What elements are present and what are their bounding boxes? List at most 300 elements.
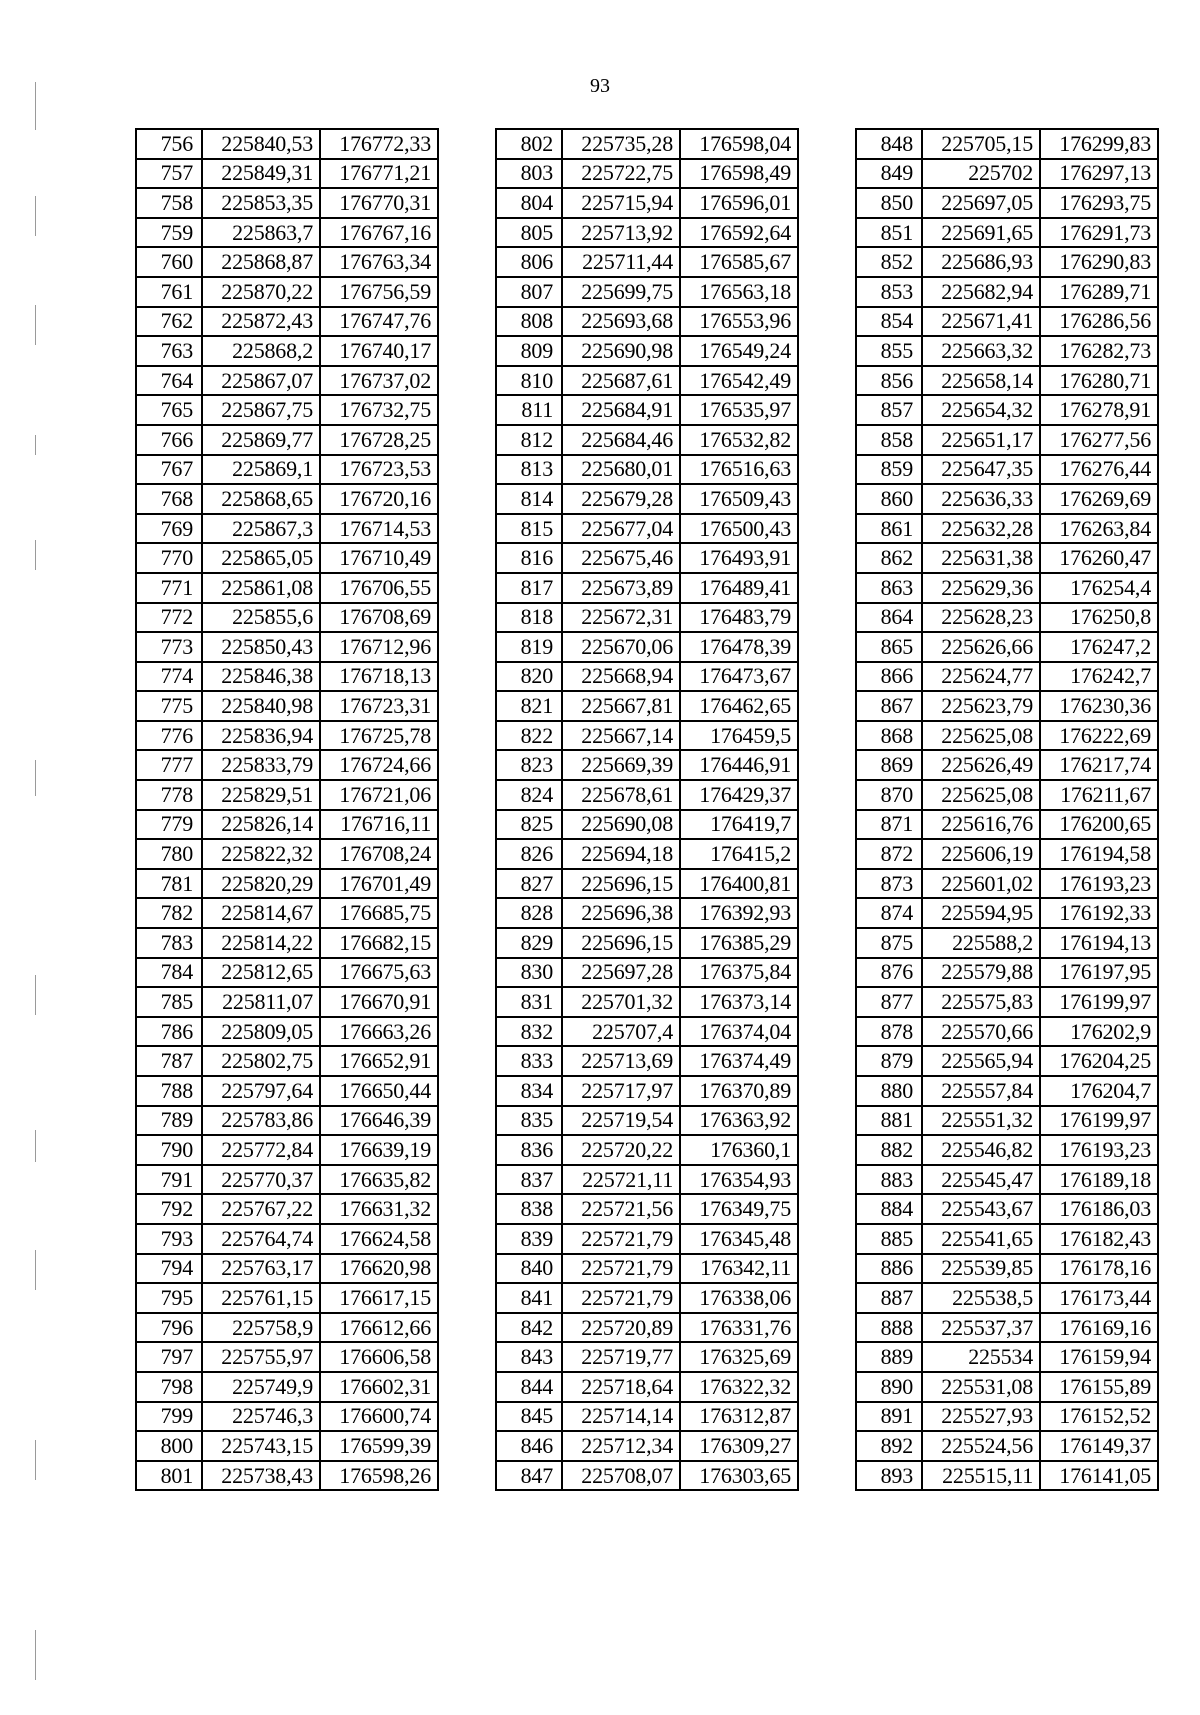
point-number-cell: 760 bbox=[136, 247, 202, 277]
point-number-cell: 821 bbox=[496, 691, 562, 721]
y-coordinate-cell: 176345,48 bbox=[680, 1224, 798, 1254]
x-coordinate-cell: 225696,38 bbox=[562, 898, 680, 928]
y-coordinate-cell: 176254,4 bbox=[1040, 573, 1158, 603]
point-number-cell: 819 bbox=[496, 632, 562, 662]
x-coordinate-cell: 225594,95 bbox=[922, 898, 1040, 928]
table-row bbox=[136, 839, 438, 869]
point-number-cell: 817 bbox=[496, 573, 562, 603]
y-coordinate-cell: 176247,2 bbox=[1040, 632, 1158, 662]
y-coordinate-cell: 176322,32 bbox=[680, 1372, 798, 1402]
y-coordinate-cell: 176585,67 bbox=[680, 247, 798, 277]
table-row bbox=[136, 1135, 438, 1165]
table-row bbox=[496, 1224, 798, 1254]
point-number-cell: 861 bbox=[856, 514, 922, 544]
x-coordinate-cell: 225697,05 bbox=[922, 188, 1040, 218]
x-coordinate-cell: 225720,22 bbox=[562, 1135, 680, 1165]
point-number-cell: 878 bbox=[856, 1017, 922, 1047]
x-coordinate-cell: 225624,77 bbox=[922, 662, 1040, 692]
table-row bbox=[496, 1165, 798, 1195]
y-coordinate-cell: 176338,06 bbox=[680, 1283, 798, 1313]
y-coordinate-cell: 176230,36 bbox=[1040, 691, 1158, 721]
x-coordinate-cell: 225626,49 bbox=[922, 750, 1040, 780]
x-coordinate-cell: 225541,65 bbox=[922, 1224, 1040, 1254]
table-row bbox=[496, 750, 798, 780]
x-coordinate-cell: 225629,36 bbox=[922, 573, 1040, 603]
y-coordinate-cell: 176200,65 bbox=[1040, 810, 1158, 840]
x-coordinate-cell: 225686,93 bbox=[922, 247, 1040, 277]
x-coordinate-cell: 225690,98 bbox=[562, 336, 680, 366]
scan-mark bbox=[35, 975, 36, 1015]
point-number-cell: 850 bbox=[856, 188, 922, 218]
table-row bbox=[856, 188, 1158, 218]
table-row bbox=[856, 1283, 1158, 1313]
y-coordinate-cell: 176342,11 bbox=[680, 1254, 798, 1284]
y-coordinate-cell: 176149,37 bbox=[1040, 1431, 1158, 1461]
x-coordinate-cell: 225631,38 bbox=[922, 543, 1040, 573]
table-row bbox=[136, 1106, 438, 1136]
y-coordinate-cell: 176756,59 bbox=[320, 277, 438, 307]
table-row bbox=[136, 1224, 438, 1254]
point-number-cell: 767 bbox=[136, 455, 202, 485]
table-row bbox=[136, 1194, 438, 1224]
y-coordinate-cell: 176385,29 bbox=[680, 928, 798, 958]
table-row bbox=[856, 336, 1158, 366]
point-number-cell: 804 bbox=[496, 188, 562, 218]
y-coordinate-cell: 176197,95 bbox=[1040, 958, 1158, 988]
table-row bbox=[496, 810, 798, 840]
point-number-cell: 844 bbox=[496, 1372, 562, 1402]
x-coordinate-cell: 225557,84 bbox=[922, 1076, 1040, 1106]
table-row bbox=[496, 958, 798, 988]
x-coordinate-cell: 225767,22 bbox=[202, 1194, 320, 1224]
point-number-cell: 810 bbox=[496, 366, 562, 396]
point-number-cell: 831 bbox=[496, 987, 562, 1017]
table-row bbox=[856, 277, 1158, 307]
x-coordinate-cell: 225687,61 bbox=[562, 366, 680, 396]
y-coordinate-cell: 176663,26 bbox=[320, 1017, 438, 1047]
y-coordinate-cell: 176682,15 bbox=[320, 928, 438, 958]
point-number-cell: 892 bbox=[856, 1431, 922, 1461]
table-row bbox=[136, 810, 438, 840]
y-coordinate-cell: 176202,9 bbox=[1040, 1017, 1158, 1047]
x-coordinate-cell: 225713,92 bbox=[562, 218, 680, 248]
x-coordinate-cell: 225712,34 bbox=[562, 1431, 680, 1461]
y-coordinate-cell: 176767,16 bbox=[320, 218, 438, 248]
point-number-cell: 783 bbox=[136, 928, 202, 958]
point-number-cell: 858 bbox=[856, 425, 922, 455]
x-coordinate-cell: 225719,54 bbox=[562, 1106, 680, 1136]
x-coordinate-cell: 225743,15 bbox=[202, 1431, 320, 1461]
point-number-cell: 885 bbox=[856, 1224, 922, 1254]
x-coordinate-cell: 225565,94 bbox=[922, 1046, 1040, 1076]
y-coordinate-cell: 176222,69 bbox=[1040, 721, 1158, 751]
point-number-cell: 774 bbox=[136, 662, 202, 692]
point-number-cell: 758 bbox=[136, 188, 202, 218]
y-coordinate-cell: 176278,91 bbox=[1040, 395, 1158, 425]
point-number-cell: 759 bbox=[136, 218, 202, 248]
point-number-cell: 802 bbox=[496, 129, 562, 159]
y-coordinate-cell: 176532,82 bbox=[680, 425, 798, 455]
point-number-cell: 834 bbox=[496, 1076, 562, 1106]
x-coordinate-cell: 225696,15 bbox=[562, 928, 680, 958]
y-coordinate-cell: 176516,63 bbox=[680, 455, 798, 485]
y-coordinate-cell: 176312,87 bbox=[680, 1402, 798, 1432]
point-number-cell: 816 bbox=[496, 543, 562, 573]
point-number-cell: 848 bbox=[856, 129, 922, 159]
x-coordinate-cell: 225667,14 bbox=[562, 721, 680, 751]
y-coordinate-cell: 176363,92 bbox=[680, 1106, 798, 1136]
y-coordinate-cell: 176763,34 bbox=[320, 247, 438, 277]
y-coordinate-cell: 176189,18 bbox=[1040, 1165, 1158, 1195]
table-row bbox=[136, 543, 438, 573]
table-row bbox=[856, 1194, 1158, 1224]
table-row bbox=[136, 1313, 438, 1343]
point-number-cell: 763 bbox=[136, 336, 202, 366]
x-coordinate-cell: 225738,43 bbox=[202, 1461, 320, 1491]
y-coordinate-cell: 176193,23 bbox=[1040, 869, 1158, 899]
table-row bbox=[136, 928, 438, 958]
point-number-cell: 764 bbox=[136, 366, 202, 396]
x-coordinate-cell: 225802,75 bbox=[202, 1046, 320, 1076]
x-coordinate-cell: 225721,79 bbox=[562, 1283, 680, 1313]
x-coordinate-cell: 225809,05 bbox=[202, 1017, 320, 1047]
table-row bbox=[136, 336, 438, 366]
y-coordinate-cell: 176592,64 bbox=[680, 218, 798, 248]
y-coordinate-cell: 176459,5 bbox=[680, 721, 798, 751]
table-row bbox=[496, 987, 798, 1017]
y-coordinate-cell: 176250,8 bbox=[1040, 603, 1158, 633]
x-coordinate-cell: 225654,32 bbox=[922, 395, 1040, 425]
y-coordinate-cell: 176650,44 bbox=[320, 1076, 438, 1106]
y-coordinate-cell: 176360,1 bbox=[680, 1135, 798, 1165]
point-number-cell: 806 bbox=[496, 247, 562, 277]
point-number-cell: 777 bbox=[136, 750, 202, 780]
y-coordinate-cell: 176685,75 bbox=[320, 898, 438, 928]
table-row bbox=[856, 129, 1158, 159]
table-row bbox=[496, 218, 798, 248]
x-coordinate-cell: 225746,3 bbox=[202, 1402, 320, 1432]
x-coordinate-cell: 225870,22 bbox=[202, 277, 320, 307]
y-coordinate-cell: 176373,14 bbox=[680, 987, 798, 1017]
table-row bbox=[496, 573, 798, 603]
point-number-cell: 872 bbox=[856, 839, 922, 869]
x-coordinate-cell: 225872,43 bbox=[202, 307, 320, 337]
x-coordinate-cell: 225606,19 bbox=[922, 839, 1040, 869]
table-row bbox=[136, 632, 438, 662]
table-row bbox=[856, 1372, 1158, 1402]
y-coordinate-cell: 176493,91 bbox=[680, 543, 798, 573]
x-coordinate-cell: 225814,67 bbox=[202, 898, 320, 928]
y-coordinate-cell: 176535,97 bbox=[680, 395, 798, 425]
x-coordinate-cell: 225694,18 bbox=[562, 839, 680, 869]
table-row bbox=[496, 247, 798, 277]
table-row bbox=[856, 1017, 1158, 1047]
x-coordinate-cell: 225539,85 bbox=[922, 1254, 1040, 1284]
table-row bbox=[136, 129, 438, 159]
table-row bbox=[496, 484, 798, 514]
table-row bbox=[856, 603, 1158, 633]
y-coordinate-cell: 176712,96 bbox=[320, 632, 438, 662]
point-number-cell: 827 bbox=[496, 869, 562, 899]
x-coordinate-cell: 225826,14 bbox=[202, 810, 320, 840]
point-number-cell: 809 bbox=[496, 336, 562, 366]
x-coordinate-cell: 225811,07 bbox=[202, 987, 320, 1017]
point-number-cell: 836 bbox=[496, 1135, 562, 1165]
x-coordinate-cell: 225797,64 bbox=[202, 1076, 320, 1106]
x-coordinate-cell: 225869,1 bbox=[202, 455, 320, 485]
y-coordinate-cell: 176473,67 bbox=[680, 662, 798, 692]
table-row bbox=[496, 1461, 798, 1491]
point-number-cell: 818 bbox=[496, 603, 562, 633]
y-coordinate-cell: 176652,91 bbox=[320, 1046, 438, 1076]
x-coordinate-cell: 225761,15 bbox=[202, 1283, 320, 1313]
table-row bbox=[136, 1431, 438, 1461]
table-row bbox=[856, 1461, 1158, 1491]
x-coordinate-cell: 225840,98 bbox=[202, 691, 320, 721]
x-coordinate-cell: 225863,7 bbox=[202, 218, 320, 248]
table-row bbox=[136, 1283, 438, 1313]
x-coordinate-cell: 225721,79 bbox=[562, 1224, 680, 1254]
y-coordinate-cell: 176639,19 bbox=[320, 1135, 438, 1165]
point-number-cell: 889 bbox=[856, 1342, 922, 1372]
table-row bbox=[136, 1076, 438, 1106]
table-row bbox=[496, 869, 798, 899]
table-row bbox=[136, 780, 438, 810]
y-coordinate-cell: 176737,02 bbox=[320, 366, 438, 396]
table-row bbox=[496, 1402, 798, 1432]
x-coordinate-cell: 225628,23 bbox=[922, 603, 1040, 633]
point-number-cell: 865 bbox=[856, 632, 922, 662]
table-row bbox=[496, 1313, 798, 1343]
y-coordinate-cell: 176297,13 bbox=[1040, 159, 1158, 189]
table-row bbox=[496, 721, 798, 751]
x-coordinate-cell: 225855,6 bbox=[202, 603, 320, 633]
table-row bbox=[856, 366, 1158, 396]
scan-mark bbox=[35, 305, 36, 345]
table-row bbox=[496, 514, 798, 544]
point-number-cell: 773 bbox=[136, 632, 202, 662]
table-row bbox=[136, 159, 438, 189]
table-row bbox=[496, 1046, 798, 1076]
table-row bbox=[136, 721, 438, 751]
table-row bbox=[496, 691, 798, 721]
y-coordinate-cell: 176563,18 bbox=[680, 277, 798, 307]
x-coordinate-cell: 225836,94 bbox=[202, 721, 320, 751]
point-number-cell: 888 bbox=[856, 1313, 922, 1343]
y-coordinate-cell: 176299,83 bbox=[1040, 129, 1158, 159]
table-row bbox=[856, 455, 1158, 485]
table-row bbox=[856, 750, 1158, 780]
scan-mark bbox=[35, 1130, 36, 1162]
point-number-cell: 880 bbox=[856, 1076, 922, 1106]
x-coordinate-cell: 225711,44 bbox=[562, 247, 680, 277]
table-row bbox=[856, 898, 1158, 928]
y-coordinate-cell: 176740,17 bbox=[320, 336, 438, 366]
point-number-cell: 887 bbox=[856, 1283, 922, 1313]
x-coordinate-cell: 225853,35 bbox=[202, 188, 320, 218]
point-number-cell: 860 bbox=[856, 484, 922, 514]
x-coordinate-cell: 225675,46 bbox=[562, 543, 680, 573]
x-coordinate-cell: 225658,14 bbox=[922, 366, 1040, 396]
table-row bbox=[856, 1342, 1158, 1372]
table-row bbox=[856, 1076, 1158, 1106]
y-coordinate-cell: 176173,44 bbox=[1040, 1283, 1158, 1313]
x-coordinate-cell: 225527,93 bbox=[922, 1402, 1040, 1432]
point-number-cell: 840 bbox=[496, 1254, 562, 1284]
y-coordinate-cell: 176598,49 bbox=[680, 159, 798, 189]
y-coordinate-cell: 176354,93 bbox=[680, 1165, 798, 1195]
y-coordinate-cell: 176701,49 bbox=[320, 869, 438, 899]
x-coordinate-cell: 225682,94 bbox=[922, 277, 1040, 307]
y-coordinate-cell: 176600,74 bbox=[320, 1402, 438, 1432]
y-coordinate-cell: 176723,31 bbox=[320, 691, 438, 721]
point-number-cell: 862 bbox=[856, 543, 922, 573]
y-coordinate-cell: 176708,69 bbox=[320, 603, 438, 633]
point-number-cell: 799 bbox=[136, 1402, 202, 1432]
y-coordinate-cell: 176182,43 bbox=[1040, 1224, 1158, 1254]
point-number-cell: 756 bbox=[136, 129, 202, 159]
x-coordinate-cell: 225632,28 bbox=[922, 514, 1040, 544]
point-number-cell: 788 bbox=[136, 1076, 202, 1106]
point-number-cell: 824 bbox=[496, 780, 562, 810]
x-coordinate-cell: 225636,33 bbox=[922, 484, 1040, 514]
x-coordinate-cell: 225699,75 bbox=[562, 277, 680, 307]
x-coordinate-cell: 225714,14 bbox=[562, 1402, 680, 1432]
point-number-cell: 852 bbox=[856, 247, 922, 277]
table-row bbox=[496, 395, 798, 425]
x-coordinate-cell: 225651,17 bbox=[922, 425, 1040, 455]
x-coordinate-cell: 225551,32 bbox=[922, 1106, 1040, 1136]
x-coordinate-cell: 225822,32 bbox=[202, 839, 320, 869]
table-row bbox=[856, 1313, 1158, 1343]
point-number-cell: 843 bbox=[496, 1342, 562, 1372]
x-coordinate-cell: 225849,31 bbox=[202, 159, 320, 189]
y-coordinate-cell: 176155,89 bbox=[1040, 1372, 1158, 1402]
point-number-cell: 778 bbox=[136, 780, 202, 810]
table-row bbox=[856, 691, 1158, 721]
y-coordinate-cell: 176293,75 bbox=[1040, 188, 1158, 218]
table-row bbox=[856, 810, 1158, 840]
point-number-cell: 795 bbox=[136, 1283, 202, 1313]
table-row bbox=[136, 1461, 438, 1491]
point-number-cell: 881 bbox=[856, 1106, 922, 1136]
table-row bbox=[136, 603, 438, 633]
x-coordinate-cell: 225868,2 bbox=[202, 336, 320, 366]
point-number-cell: 857 bbox=[856, 395, 922, 425]
x-coordinate-cell: 225684,91 bbox=[562, 395, 680, 425]
point-number-cell: 839 bbox=[496, 1224, 562, 1254]
y-coordinate-cell: 176186,03 bbox=[1040, 1194, 1158, 1224]
table-row bbox=[856, 573, 1158, 603]
table-row bbox=[856, 1254, 1158, 1284]
table-row bbox=[496, 159, 798, 189]
point-number-cell: 832 bbox=[496, 1017, 562, 1047]
point-number-cell: 838 bbox=[496, 1194, 562, 1224]
x-coordinate-cell: 225691,65 bbox=[922, 218, 1040, 248]
point-number-cell: 766 bbox=[136, 425, 202, 455]
table-row bbox=[496, 928, 798, 958]
point-number-cell: 845 bbox=[496, 1402, 562, 1432]
table-row bbox=[136, 1017, 438, 1047]
x-coordinate-cell: 225867,3 bbox=[202, 514, 320, 544]
table-row bbox=[136, 395, 438, 425]
x-coordinate-cell: 225668,94 bbox=[562, 662, 680, 692]
x-coordinate-cell: 225647,35 bbox=[922, 455, 1040, 485]
x-coordinate-cell: 225814,22 bbox=[202, 928, 320, 958]
y-coordinate-cell: 176374,04 bbox=[680, 1017, 798, 1047]
point-number-cell: 823 bbox=[496, 750, 562, 780]
x-coordinate-cell: 225868,65 bbox=[202, 484, 320, 514]
y-coordinate-cell: 176309,27 bbox=[680, 1431, 798, 1461]
point-number-cell: 779 bbox=[136, 810, 202, 840]
table-row bbox=[496, 188, 798, 218]
point-number-cell: 784 bbox=[136, 958, 202, 988]
table-row bbox=[496, 1342, 798, 1372]
point-number-cell: 776 bbox=[136, 721, 202, 751]
y-coordinate-cell: 176716,11 bbox=[320, 810, 438, 840]
point-number-cell: 801 bbox=[136, 1461, 202, 1491]
table-row bbox=[496, 307, 798, 337]
point-number-cell: 794 bbox=[136, 1254, 202, 1284]
x-coordinate-cell: 225678,61 bbox=[562, 780, 680, 810]
coordinates-table-3 bbox=[855, 128, 1159, 1491]
scan-mark bbox=[35, 760, 36, 796]
x-coordinate-cell: 225829,51 bbox=[202, 780, 320, 810]
x-coordinate-cell: 225770,37 bbox=[202, 1165, 320, 1195]
table-row bbox=[136, 987, 438, 1017]
x-coordinate-cell: 225670,06 bbox=[562, 632, 680, 662]
y-coordinate-cell: 176159,94 bbox=[1040, 1342, 1158, 1372]
y-coordinate-cell: 176721,06 bbox=[320, 780, 438, 810]
point-number-cell: 828 bbox=[496, 898, 562, 928]
table-row bbox=[496, 1283, 798, 1313]
x-coordinate-cell: 225840,53 bbox=[202, 129, 320, 159]
point-number-cell: 803 bbox=[496, 159, 562, 189]
y-coordinate-cell: 176242,7 bbox=[1040, 662, 1158, 692]
y-coordinate-cell: 176770,31 bbox=[320, 188, 438, 218]
scan-mark bbox=[35, 1250, 36, 1290]
x-coordinate-cell: 225869,77 bbox=[202, 425, 320, 455]
table-row bbox=[856, 1224, 1158, 1254]
x-coordinate-cell: 225575,83 bbox=[922, 987, 1040, 1017]
scan-mark bbox=[35, 435, 36, 455]
y-coordinate-cell: 176349,75 bbox=[680, 1194, 798, 1224]
y-coordinate-cell: 176598,04 bbox=[680, 129, 798, 159]
point-number-cell: 842 bbox=[496, 1313, 562, 1343]
point-number-cell: 854 bbox=[856, 307, 922, 337]
point-number-cell: 864 bbox=[856, 603, 922, 633]
y-coordinate-cell: 176617,15 bbox=[320, 1283, 438, 1313]
point-number-cell: 830 bbox=[496, 958, 562, 988]
x-coordinate-cell: 225623,79 bbox=[922, 691, 1040, 721]
point-number-cell: 789 bbox=[136, 1106, 202, 1136]
x-coordinate-cell: 225812,65 bbox=[202, 958, 320, 988]
y-coordinate-cell: 176217,74 bbox=[1040, 750, 1158, 780]
point-number-cell: 782 bbox=[136, 898, 202, 928]
x-coordinate-cell: 225625,08 bbox=[922, 780, 1040, 810]
y-coordinate-cell: 176392,93 bbox=[680, 898, 798, 928]
table-row bbox=[856, 1106, 1158, 1136]
x-coordinate-cell: 225763,17 bbox=[202, 1254, 320, 1284]
y-coordinate-cell: 176325,69 bbox=[680, 1342, 798, 1372]
table-row bbox=[136, 277, 438, 307]
x-coordinate-cell: 225696,15 bbox=[562, 869, 680, 899]
table-row bbox=[496, 780, 798, 810]
y-coordinate-cell: 176718,13 bbox=[320, 662, 438, 692]
y-coordinate-cell: 176282,73 bbox=[1040, 336, 1158, 366]
x-coordinate-cell: 225543,67 bbox=[922, 1194, 1040, 1224]
point-number-cell: 822 bbox=[496, 721, 562, 751]
